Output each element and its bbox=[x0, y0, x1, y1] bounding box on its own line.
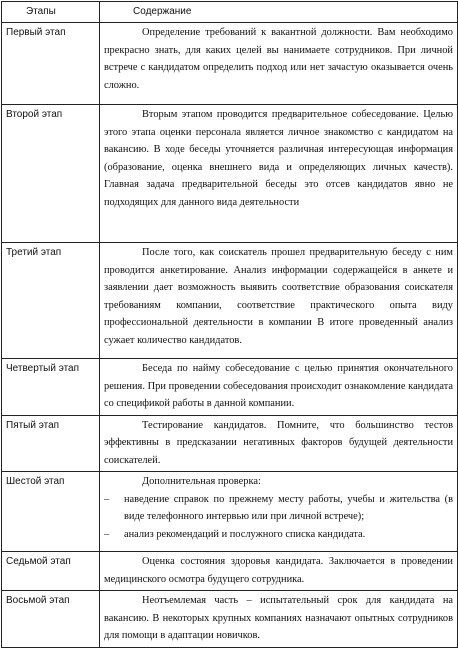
stage-description: Определение требований к вакантной должности. Вам необходимо прекрасно знать, для каких целей вы нанимаете сотрудников. При личной встрече с кандидатом определить подход или нет зачастую оказывается очень сложно. bbox=[104, 27, 453, 91]
table-row bbox=[2, 591, 458, 648]
document-page bbox=[1, 1, 457, 648]
content-cell bbox=[100, 472, 458, 552]
stage-cell: Шестой этап bbox=[2, 472, 100, 552]
dash-marker: – bbox=[104, 528, 110, 540]
stage-description: Вторым этапом проводится предварительное собеседование. Целью этого этапа оценки персонала является личное знакомство с кандидатом на вакансию. В ходе беседы уточняется различная интересующая информация (образование, оценка внешнего вида и определяющих личных качеств). Главная задача предварительной беседы это отсев кандидатов явно не подходящих для данного вида деятельности bbox=[104, 109, 453, 208]
stage-cell: Первый этап bbox=[2, 23, 100, 105]
stage-cell: Второй этап bbox=[2, 105, 100, 243]
stage-description: Неотъемлемая часть – испытательный срок для кандидата на вакансию. В некоторых крупных компаниях назначают опытных сотрудников для помощи в адаптации новичков. bbox=[104, 595, 453, 641]
stage-description: Тестирование кандидатов. Помните, что большинство тестов эффективны в предсказании негативных факторов будущей деятельности соискателей. bbox=[104, 419, 453, 466]
content-cell bbox=[100, 415, 458, 472]
content-cell bbox=[100, 105, 458, 243]
list-item-text: наведение справок по прежнему месту работы, учебы и жительства (в виде телефонного интервью или при личной встрече); bbox=[124, 493, 453, 522]
stage-cell: Третий этап bbox=[2, 243, 100, 359]
stage-cell: Четвертый этап bbox=[2, 359, 100, 416]
stage-description: Беседа по найму собеседование с целью принятия окончательного решения. При проведении собеседования происходит ознакомление кандидата со спецификой работы в данной компании. bbox=[104, 363, 453, 409]
content-cell bbox=[100, 552, 458, 591]
list-item-text: анализ рекомендаций и послужного списка кандидата. bbox=[124, 528, 366, 540]
stage-description: Оценка состояния здоровья кандидата. Заключается в проведении медицинского осмотра будущего сотрудника. bbox=[104, 556, 453, 585]
stage-cell: Пятый этап bbox=[2, 415, 100, 472]
hiring-stages-table bbox=[1, 1, 458, 648]
dash-marker: – bbox=[104, 493, 110, 505]
stage-description: Дополнительная проверка: bbox=[142, 476, 261, 487]
table-row bbox=[2, 415, 458, 472]
stage-cell: Восьмой этап bbox=[2, 591, 100, 648]
stage-cell: Седьмой этап bbox=[2, 552, 100, 591]
table-row bbox=[2, 359, 458, 416]
content-cell bbox=[100, 359, 458, 416]
header-content: Содержание bbox=[100, 2, 458, 23]
content-cell bbox=[100, 243, 458, 359]
content-cell bbox=[100, 23, 458, 105]
list-item bbox=[104, 491, 453, 526]
header-stages: Этапы bbox=[2, 2, 100, 23]
content-cell bbox=[100, 591, 458, 648]
table-row bbox=[2, 243, 458, 359]
table-row bbox=[2, 23, 458, 105]
table-row bbox=[2, 552, 458, 591]
table-header-row bbox=[2, 2, 458, 23]
stage-description: После того, как соискатель прошел предварительную беседу с ним проводится анкетирование. Анализ информации содержащейся в анкете и заявлении дает возможность выявить соответствие образования соискателя требованиям компании, соответствие практического опыта виду профессиональной деятельности в компании В итоге проведенный анализ сужает количество кандидатов. bbox=[104, 247, 453, 346]
table-row bbox=[2, 472, 458, 552]
list-item bbox=[104, 526, 453, 544]
table-row bbox=[2, 105, 458, 243]
